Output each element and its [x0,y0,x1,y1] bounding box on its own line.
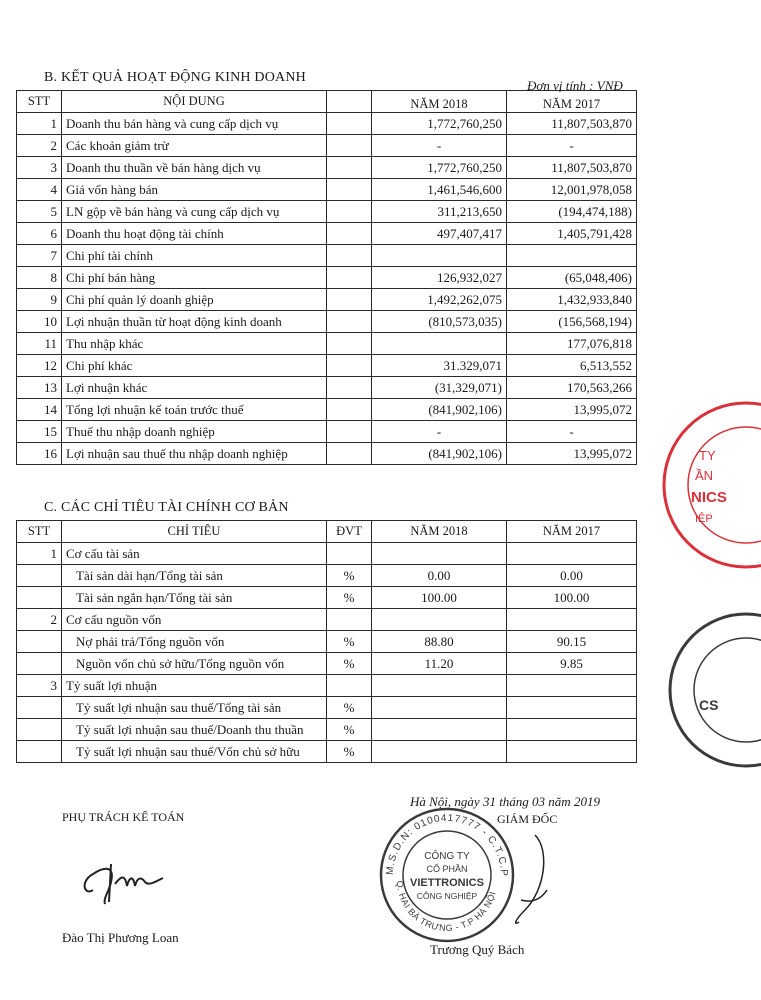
table-row [17,201,637,223]
row-label: Lợi nhuận thuần từ hoạt động kinh doanh [62,311,327,333]
row-value-2018: 11.20 [372,653,507,675]
table-row [17,443,637,465]
row-blank [327,333,372,355]
row-stt: 3 [17,675,62,697]
svg-text:ẦN: ẦN [695,468,714,483]
accountant-title: PHỤ TRÁCH KẾ TOÁN [62,810,185,824]
header-2018: NĂM 2018 [372,521,507,543]
row-value-2018: 126,932,027 [372,267,507,289]
stamp-ring-top: M.S.D.N: 0100417777 - C.T.C.P [384,812,510,878]
row-label: Thuế thu nhập doanh nghiệp [62,421,327,443]
row-value-2017: (194,474,188) [507,201,637,223]
row-value-2017: 13,995,072 [507,443,637,465]
table-row [17,333,637,355]
row-stt: 6 [17,223,62,245]
stamp-line-2: CỔ PHẦN [426,864,468,874]
row-value-2018: (841,902,106) [372,399,507,421]
row-value-2017: 90.15 [507,631,637,653]
row-stt: 10 [17,311,62,333]
row-value-2018 [372,609,507,631]
row-blank [327,443,372,465]
row-value-2017: 1,432,933,840 [507,289,637,311]
row-stt [17,631,62,653]
unit-label: Đơn vị tính : VNĐ [527,78,623,93]
table-row [17,565,637,587]
header-2017: NĂM 2017 [507,91,637,113]
row-blank [327,421,372,443]
row-blank [327,399,372,421]
director-title: GIÁM ĐỐC [497,812,558,826]
row-label: Tỷ suất lợi nhuận [62,675,327,697]
table-row [17,421,637,443]
row-stt: 11 [17,333,62,355]
row-blank [327,157,372,179]
row-label: Chi phí quản lý doanh ghiệp [62,289,327,311]
accountant-name: Đào Thị Phương Loan [62,930,179,945]
row-stt [17,653,62,675]
row-value-2017: 0.00 [507,565,637,587]
row-label: Nợ phải trả/Tổng nguồn vốn [62,631,327,653]
table-row [17,135,637,157]
row-stt [17,697,62,719]
row-stt: 1 [17,113,62,135]
row-value-2018 [372,741,507,763]
row-blank [327,245,372,267]
section-c-title: C. CÁC CHỈ TIÊU TÀI CHÍNH CƠ BẢN [44,500,289,515]
row-value-2018: 1,772,760,250 [372,113,507,135]
business-results-table [16,90,637,465]
row-label: Tổng lợi nhuận kế toán trước thuế [62,399,327,421]
row-stt: 5 [17,201,62,223]
row-unit: % [327,719,372,741]
row-value-2017 [507,245,637,267]
stamp-line-4: CÔNG NGHIỆP [416,891,478,901]
row-label: Chi phí bán hàng [62,267,327,289]
row-stt: 3 [17,157,62,179]
director-name: Trương Quý Bách [430,942,525,957]
row-stt: 13 [17,377,62,399]
row-stt: 15 [17,421,62,443]
svg-text:CS: CS [699,697,719,713]
row-blank [327,113,372,135]
row-value-2017: (156,568,194) [507,311,637,333]
header-stt: STT [17,521,62,543]
row-blank [327,179,372,201]
row-value-2018: 0.00 [372,565,507,587]
row-value-2018 [372,675,507,697]
row-unit: % [327,741,372,763]
row-stt: 2 [17,609,62,631]
row-value-2017: (65,048,406) [507,267,637,289]
table-row [17,377,637,399]
header-2018: NĂM 2018 [372,91,507,113]
row-label: Lợi nhuận sau thuế thu nhập doanh nghiệp [62,443,327,465]
table-row [17,697,637,719]
group-row [17,543,637,565]
row-value-2018: 31.329,071 [372,355,507,377]
row-value-2017 [507,609,637,631]
row-label: Lợi nhuận khác [62,377,327,399]
svg-text:TY: TY [699,448,716,463]
table-row [17,179,637,201]
row-value-2018 [372,543,507,565]
row-blank [327,355,372,377]
row-value-2017: 6,513,552 [507,355,637,377]
stamp-line-1: CÔNG TY [424,851,470,862]
row-label: Tài sản dài hạn/Tổng tài sản [62,565,327,587]
row-value-2018: 1,772,760,250 [372,157,507,179]
row-label: Chi phí khác [62,355,327,377]
row-unit: % [327,697,372,719]
group-row [17,675,637,697]
row-value-2018: 100.00 [372,587,507,609]
row-stt [17,741,62,763]
row-value-2017 [507,697,637,719]
row-value-2017: 170,563,266 [507,377,637,399]
row-value-2018: 497,407,417 [372,223,507,245]
row-value-2017: 13,995,072 [507,399,637,421]
row-blank [327,267,372,289]
row-label: Các khoản giảm trừ [62,135,327,157]
header-unit: ĐVT [327,521,372,543]
header-blank [327,91,372,113]
financial-indicators-table [16,520,637,763]
row-value-2018: 88.80 [372,631,507,653]
row-blank [327,201,372,223]
row-value-2017: 100.00 [507,587,637,609]
svg-text:NICS: NICS [691,489,727,506]
row-label: Cơ cấu nguồn vốn [62,609,327,631]
section-b-title: B. KẾT QUẢ HOẠT ĐỘNG KINH DOANH [44,70,306,85]
stamp-ring-bottom: Q. HAI BÀ TRƯNG - T.P HÀ NỘI [394,880,498,934]
row-value-2017 [507,719,637,741]
row-value-2017: - [507,135,637,157]
row-value-2018: (31,329,071) [372,377,507,399]
table-row [17,741,637,763]
table-header-row [17,521,637,543]
table-row [17,113,637,135]
row-unit [327,543,372,565]
table-row [17,223,637,245]
header-content: NỘI DUNG [62,91,327,113]
header-2017: NĂM 2017 [507,521,637,543]
row-label: LN gộp về bán hàng và cung cấp dịch vụ [62,201,327,223]
row-value-2017: 177,076,818 [507,333,637,355]
header-indicator: CHỈ TIÊU [62,521,327,543]
row-blank [327,289,372,311]
row-blank [327,223,372,245]
row-value-2018 [372,245,507,267]
row-stt: 16 [17,443,62,465]
row-label: Cơ cấu tài sản [62,543,327,565]
table-row [17,587,637,609]
row-blank [327,377,372,399]
row-unit: % [327,565,372,587]
row-value-2018: - [372,421,507,443]
row-stt [17,587,62,609]
table-row [17,157,637,179]
row-stt: 8 [17,267,62,289]
row-stt: 7 [17,245,62,267]
row-stt: 1 [17,543,62,565]
table-row [17,245,637,267]
row-value-2017 [507,675,637,697]
row-value-2017: 11,807,503,870 [507,113,637,135]
row-stt: 14 [17,399,62,421]
row-label: Chi phí tài chính [62,245,327,267]
row-stt: 4 [17,179,62,201]
row-value-2018: (841,902,106) [372,443,507,465]
table-row [17,631,637,653]
table-row [17,355,637,377]
red-stamp-partial [651,400,761,570]
row-value-2017: - [507,421,637,443]
table-row [17,653,637,675]
row-value-2017: 12,001,978,058 [507,179,637,201]
row-value-2018: 311,213,650 [372,201,507,223]
svg-text:IỆP: IỆP [695,513,713,525]
row-unit: % [327,631,372,653]
row-value-2018 [372,697,507,719]
row-value-2017: 1,405,791,428 [507,223,637,245]
table-row [17,311,637,333]
table-header-row [17,91,637,113]
director-signature [495,830,565,930]
row-label: Tài sản ngắn hạn/Tổng tài sản [62,587,327,609]
row-label: Tỷ suất lợi nhuận sau thuế/Vốn chủ sở hữu [62,741,327,763]
row-stt: 12 [17,355,62,377]
row-label: Giá vốn hàng bán [62,179,327,201]
row-label: Doanh thu thuần về bán hàng dịch vụ [62,157,327,179]
row-value-2018: (810,573,035) [372,311,507,333]
row-unit [327,675,372,697]
row-unit [327,609,372,631]
accountant-signature [75,852,195,912]
row-stt: 2 [17,135,62,157]
row-stt: 9 [17,289,62,311]
row-blank [327,135,372,157]
table-row [17,719,637,741]
row-value-2018: 1,492,262,075 [372,289,507,311]
row-label: Doanh thu hoạt động tài chính [62,223,327,245]
table-row [17,289,637,311]
row-stt [17,719,62,741]
row-value-2018: - [372,135,507,157]
row-label: Thu nhập khác [62,333,327,355]
row-value-2017 [507,543,637,565]
row-unit: % [327,653,372,675]
row-value-2017: 11,807,503,870 [507,157,637,179]
grey-stamp-partial [651,610,761,770]
row-value-2017 [507,741,637,763]
row-value-2017: 9.85 [507,653,637,675]
row-blank [327,311,372,333]
row-label: Tỷ suất lợi nhuận sau thuế/Doanh thu thuần [62,719,327,741]
row-value-2018 [372,719,507,741]
table-row [17,399,637,421]
row-value-2018: 1,461,546,600 [372,179,507,201]
stamp-line-3: VIETTRONICS [410,877,484,889]
group-row [17,609,637,631]
table-row [17,267,637,289]
row-stt [17,565,62,587]
row-label: Tỷ suất lợi nhuận sau thuế/Tổng tài sản [62,697,327,719]
row-label: Nguồn vốn chủ sở hữu/Tổng nguồn vốn [62,653,327,675]
row-unit: % [327,587,372,609]
header-stt: STT [17,91,62,113]
row-label: Doanh thu bán hàng và cung cấp dịch vụ [62,113,327,135]
date-line: Hà Nội, ngày 31 tháng 03 năm 2019 [410,794,600,809]
row-value-2018 [372,333,507,355]
